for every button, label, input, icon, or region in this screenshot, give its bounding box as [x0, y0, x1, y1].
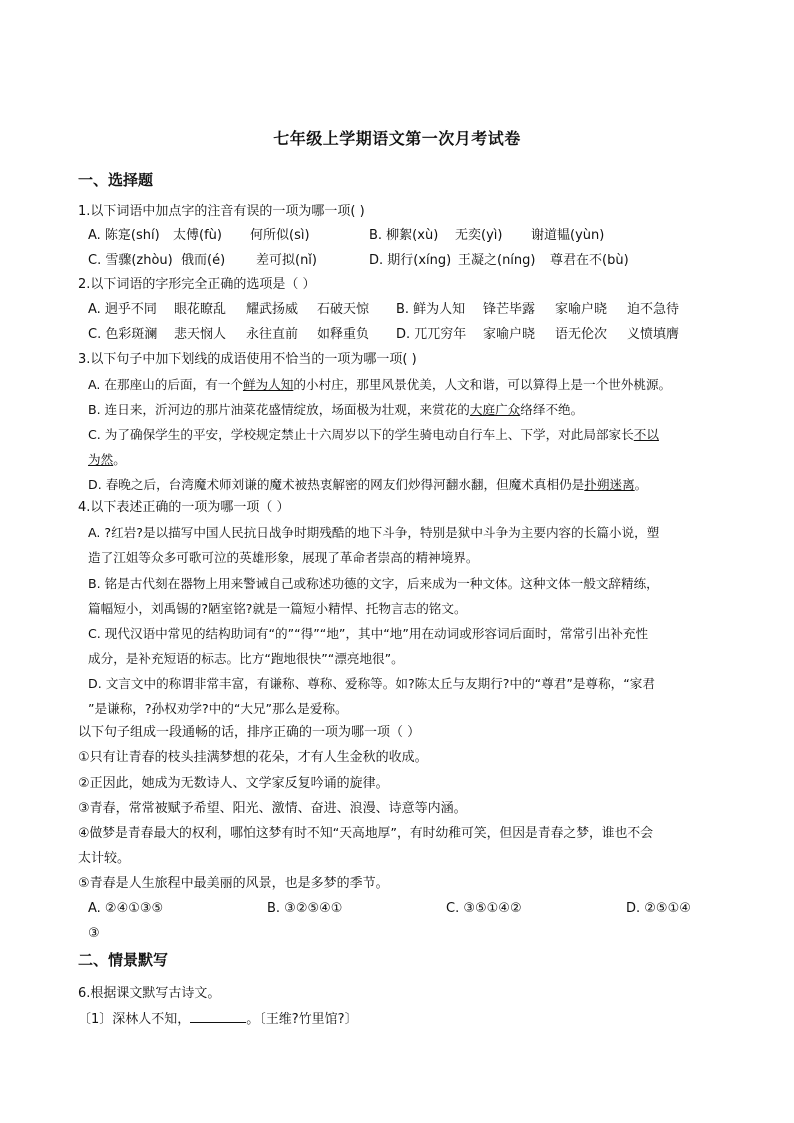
q5-option-c: C. ③⑤①④②	[446, 901, 522, 916]
q5-sentence-2: ②正因此，她成为无数诗人、文学家反复吟诵的旋律。	[78, 776, 389, 791]
question-3-stem: 3.以下句子中加下划线的成语使用不恰当的一项为哪一项( )	[78, 352, 417, 367]
q4-option-b: B. 铭是古代刻在器物上用来警诫自己或称述功德的文字，后来成为一种文体。这种文体一般文辞精练，	[88, 576, 659, 591]
q2-option-b-3: 家喻户晓	[555, 302, 608, 317]
q3-option-d: D. 春晚之后，台湾魔术师刘谦的魔术被热衷解密的网友们炒得河翻水翻，但魔术真相仍是扑朔迷离。	[88, 477, 648, 492]
q2-option-a-4: 石破天惊	[317, 302, 370, 317]
q5-option-a: A. ②④①③⑤	[88, 901, 164, 916]
q2-option-b-2: 锋芒毕露	[483, 302, 536, 317]
q4-option-b-cont: 篇幅短小，刘禹锡的?陋室铭?就是一篇短小精悍、托物言志的铭文。	[88, 601, 467, 616]
question-5-stem: 以下句子组成一段通畅的话，排序正确的一项为哪一项（ ）	[78, 725, 421, 740]
q5-sentence-4: ④做梦是青春最大的权利，哪怕这梦有时不知“天高地厚”，有时幼稚可笑，但因是青春之梦，谁也不会	[78, 826, 653, 841]
q5-sentence-4-cont: 太计较。	[78, 851, 131, 866]
q2-option-c-3: 永往直前	[246, 327, 299, 342]
q1-option-c-3: 差可拟(nǐ)	[256, 253, 317, 268]
q5-option-d: D. ②⑤①④	[626, 901, 691, 916]
q6-item-1: 〔1〕深林人不知， 。〔王维?竹里馆?〕	[78, 1012, 358, 1027]
q1-option-c-2: 俄而(é)	[181, 253, 226, 268]
question-2-stem: 2.以下词语的字形完全正确的选项是（ ）	[78, 277, 316, 292]
q4-option-d-cont: ”是谦称，?孙权劝学?中的“大兄”那么是爱称。	[88, 701, 348, 716]
q3-option-c-cont: 为然。	[88, 452, 126, 467]
q2-option-b-1: B. 鲜为人知	[396, 302, 466, 317]
q1-option-b-1: B. 柳絮(xù)	[369, 228, 439, 243]
q5-sentence-1: ①只有让青春的枝头挂满梦想的花朵，才有人生金秋的收成。	[78, 750, 428, 765]
q4-option-c-cont: 成分，是补充短语的标志。比方“跑地很快”“漂亮地很”。	[88, 651, 404, 666]
q5-option-d-cont: ③	[88, 926, 100, 941]
q2-option-a-2: 眼花瞭乱	[174, 302, 227, 317]
q2-option-c-2: 悲天悯人	[174, 327, 227, 342]
q5-option-b: B. ③②⑤④①	[267, 901, 343, 916]
question-6-stem: 6.根据课文默写古诗文。	[78, 986, 221, 1001]
q5-sentence-5: ⑤青春是人生旅程中最美丽的风景，也是多梦的季节。	[78, 876, 389, 891]
q2-option-b-4: 迫不急待	[627, 302, 680, 317]
q1-option-a-1: A. 陈寔(shí)	[88, 228, 160, 243]
q2-option-d-3: 语无伦次	[555, 327, 608, 342]
q4-option-a-cont: 造了江姐等众多可歌可泣的英雄形象，展现了革命者崇高的精神境界。	[88, 550, 479, 565]
q1-option-c-1: C. 雪骤(zhòu)	[88, 253, 173, 268]
page-title: 七年级上学期语文第一次月考试卷	[273, 129, 521, 148]
question-4-stem: 4.以下表述正确的一项为哪一项（ ）	[78, 500, 290, 515]
q2-option-d-4: 义愤填膺	[627, 327, 680, 342]
q2-option-c-4: 如释重负	[317, 327, 370, 342]
q5-sentence-3: ③青春，常常被赋予希望、阳光、激情、奋进、浪漫、诗意等内涵。	[78, 801, 467, 816]
q3-option-a: A. 在那座山的后面，有一个鲜为人知的小村庄，那里风景优美，人文和谐，可以算得上是一个世外桃源。	[88, 377, 672, 392]
q3-option-b: B. 连日来，沂河边的那片油菜花盛情绽放，场面极为壮观，来赏花的大庭广众络绎不绝。	[88, 402, 584, 417]
q2-option-a-3: 耀武扬威	[246, 302, 299, 317]
q4-option-d: D. 文言文中的称谓非常丰富，有谦称、尊称、爱称等。如?陈太丘与友期行?中的“尊君”是尊称，“家君	[88, 676, 655, 691]
answer-blank[interactable]	[190, 1010, 246, 1023]
q4-option-a: A. ?红岩?是以描写中国人民抗日战争时期残酷的地下斗争，特别是狱中斗争为主要内容的长篇小说，塑	[88, 525, 660, 540]
q3-option-c: C. 为了确保学生的平安，学校规定禁止十六周岁以下的学生骑电动自行车上、下学，对此局部家长不以	[88, 427, 659, 442]
q2-option-a-1: A. 迥乎不同	[88, 302, 157, 317]
q2-option-c-1: C. 色彩斑澜	[88, 327, 158, 342]
q1-option-b-2: 无奕(yì)	[455, 228, 503, 243]
q1-option-b-3: 谢道韫(yùn)	[531, 228, 605, 243]
question-1-stem: 1.以下词语中加点字的注音有误的一项为哪一项( )	[78, 204, 365, 219]
section-heading-recitation: 二、情景默写	[78, 951, 169, 969]
q2-option-d-2: 家喻户晓	[483, 327, 536, 342]
q1-option-d-1: D. 期行(xíng)	[369, 253, 452, 268]
q1-option-a-2: 太傅(fù)	[173, 228, 222, 243]
q2-option-d-1: D. 兀兀穷年	[396, 327, 467, 342]
q1-option-d-3: 尊君在不(bù)	[550, 253, 629, 268]
q1-option-a-3: 何所似(sì)	[250, 228, 310, 243]
q4-option-c: C. 现代汉语中常见的结构助词有“的”“得”“地”，其中“地”用在动词或形容词后面时，常常引出补充性	[88, 626, 649, 641]
section-heading-choice: 一、选择题	[78, 171, 154, 189]
q1-option-d-2: 王凝之(níng)	[458, 253, 536, 268]
